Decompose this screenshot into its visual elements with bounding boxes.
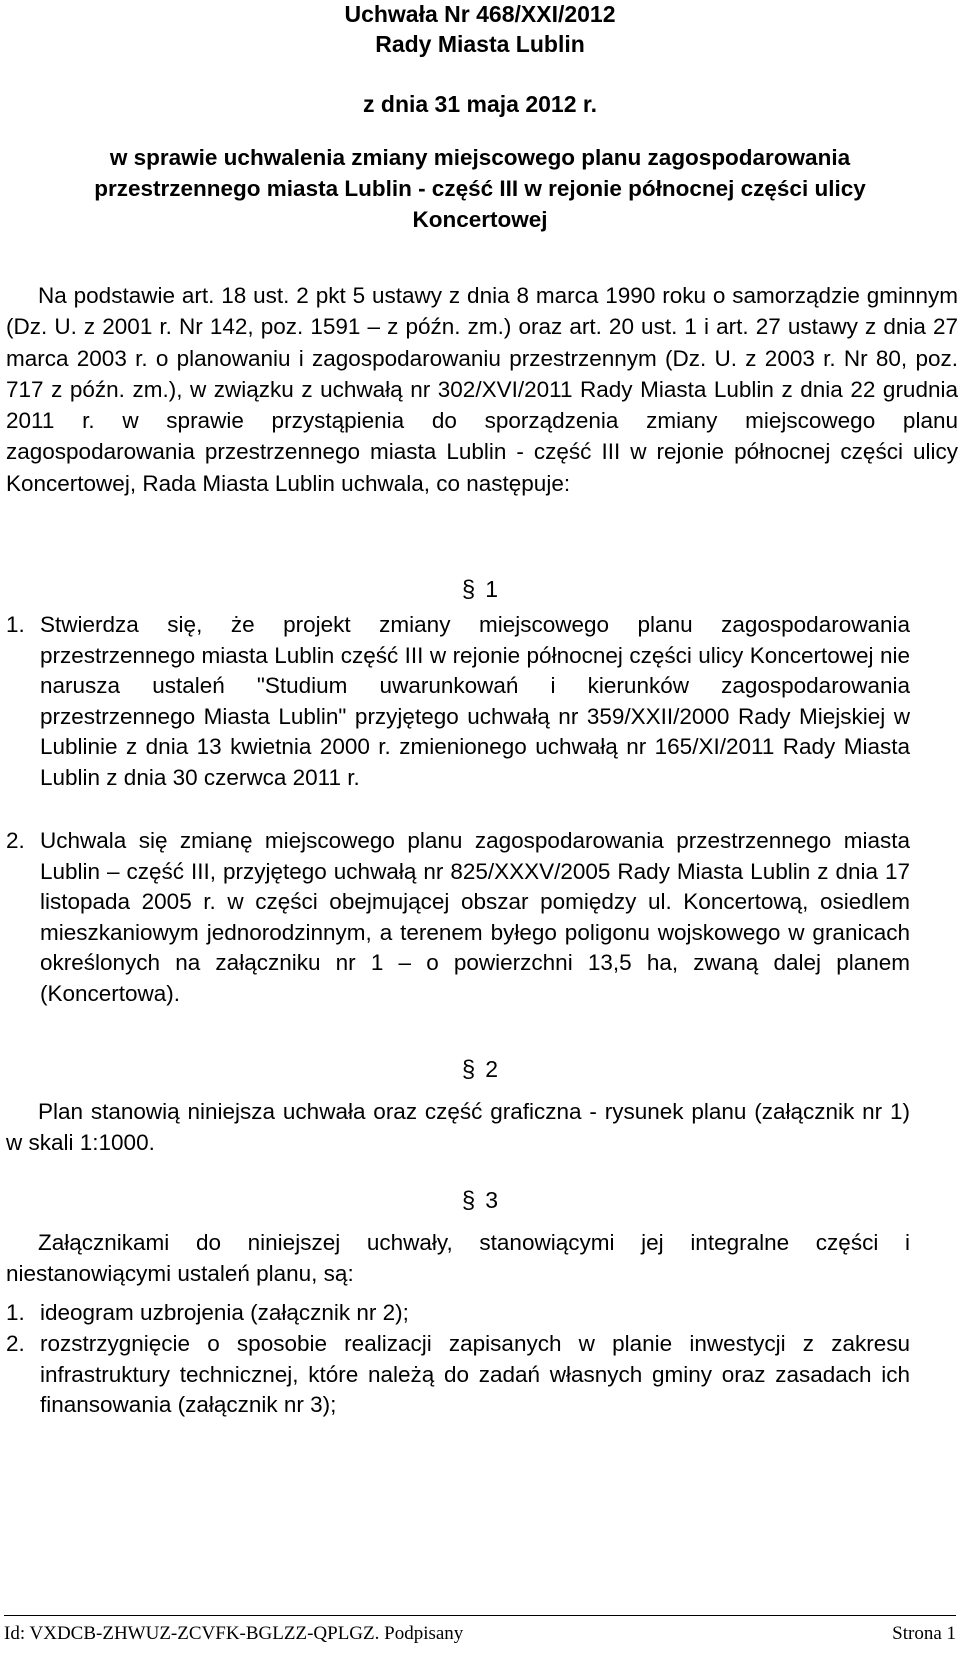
section-3-text: Załącznikami do niniejszej uchwały, stanowiącymi jej integralne części i niestanowiącymi ustaleń planu, są: <box>6 1230 910 1287</box>
section-number: 3 <box>485 1187 499 1213</box>
paragraph-sign: § <box>461 1056 476 1083</box>
resolution-subject: w sprawie uchwalenia zmiany miejscowego planu zagospodarowania przestrzennego miasta Lublin - część III w rejonie północnej części ulicy Koncertowej <box>94 145 866 232</box>
item-text: Uchwala się zmianę miejscowego planu zagospodarowania przestrzennego miasta Lublin – część III, przyjętego uchwałą nr 825/XXXV/2005 Rady Miasta Lublin z dnia 17 listopada 2005 r. w części obejmującej obszar pomiędzy ul. Koncertową, osiedlem mieszkaniowym jednorodzinnym, a terenem byłego poligonu wojskowego w granicach określonych na załączniku nr 1 – o powierzchni 13,5 ha, zwaną dalej planem (Koncertowa). <box>40 828 910 1006</box>
section-number: 2 <box>485 1056 499 1082</box>
item-text: Stwierdza się, że projekt zmiany miejscowego planu zagospodarowania przestrzennego miasta Lublin część III w rejonie północnej części ulicy Koncertowej nie narusza ustaleń "Studium uwarunkowań i kierunków zagospodarowania przestrzennego Miasta Lublin" przyjętego uchwałą nr 359/XXII/2000 Rady Miejskiej w Lublinie z dnia 13 kwietnia 2000 r. zmienionego uchwałą nr 165/XI/2011 Rady Miasta Lublin z dnia 30 czerwca 2011 r. <box>40 612 910 790</box>
document-id: Id: VXDCB-ZHWUZ-ZCVFK-BGLZZ-QPLGZ. Podpisany <box>4 1623 464 1644</box>
item-number: 2. <box>6 828 25 853</box>
item-text: ideogram uzbrojenia (załącznik nr 2); <box>40 1300 409 1325</box>
preamble: Na podstawie art. 18 ust. 2 pkt 5 ustawy z dnia 8 marca 1990 roku o samorządzie gminnym (Dz. U. z 2001 r. Nr 142, poz. 1591 – z późn. zm.) oraz art. 20 ust. 1 i art. 27 ustawy z dnia 27 marca 2003 r. o planowaniu i zagospodarowaniu przestrzennym (Dz. U. z 2003 r. Nr 80, poz. 717 z późn. zm.), w związku z uchwałą nr 302/XVI/2011 Rady Miasta Lublin z dnia 22 grudnia 2011 r. w sprawie przystąpienia do sporządzenia zmiany miejscowego planu zagospodarowania przestrzennego miasta Lublin - część III w rejonie północnej części ulicy Koncertowej, Rada Miasta Lublin uchwala, co następuje: <box>6 283 958 496</box>
council-name: Rady Miasta Lublin <box>375 31 585 57</box>
section-2-heading <box>0 1054 960 1085</box>
paragraph-sign: § <box>461 576 476 603</box>
section-1-item-1 <box>6 610 910 794</box>
resolution-title: Uchwała Nr 468/XXI/2012 <box>344 1 616 27</box>
section-2-text: Plan stanowią niniejsza uchwała oraz część graficzna - rysunek planu (załącznik nr 1) w skali 1:1000. <box>6 1099 910 1156</box>
resolution-date: z dnia 31 maja 2012 r. <box>363 91 597 117</box>
section-1-heading <box>0 574 960 605</box>
section-3-item-1 <box>6 1298 910 1329</box>
section-number: 1 <box>485 576 499 602</box>
item-number: 1. <box>6 1300 25 1325</box>
item-text: rozstrzygnięcie o sposobie realizacji zapisanych w planie inwestycji z zakresu infrastruktury technicznej, które należą do zadań własnych gminy oraz zasadach ich finansowania (załącznik nr 3); <box>40 1331 910 1418</box>
item-number: 2. <box>6 1331 25 1356</box>
section-1-item-2 <box>6 826 910 1010</box>
section-3-item-2 <box>6 1329 910 1421</box>
page-number: Strona 1 <box>892 1623 956 1644</box>
footer-divider <box>4 1615 956 1616</box>
section-3-heading <box>0 1185 960 1216</box>
item-number: 1. <box>6 612 25 637</box>
paragraph-sign: § <box>461 1187 476 1214</box>
